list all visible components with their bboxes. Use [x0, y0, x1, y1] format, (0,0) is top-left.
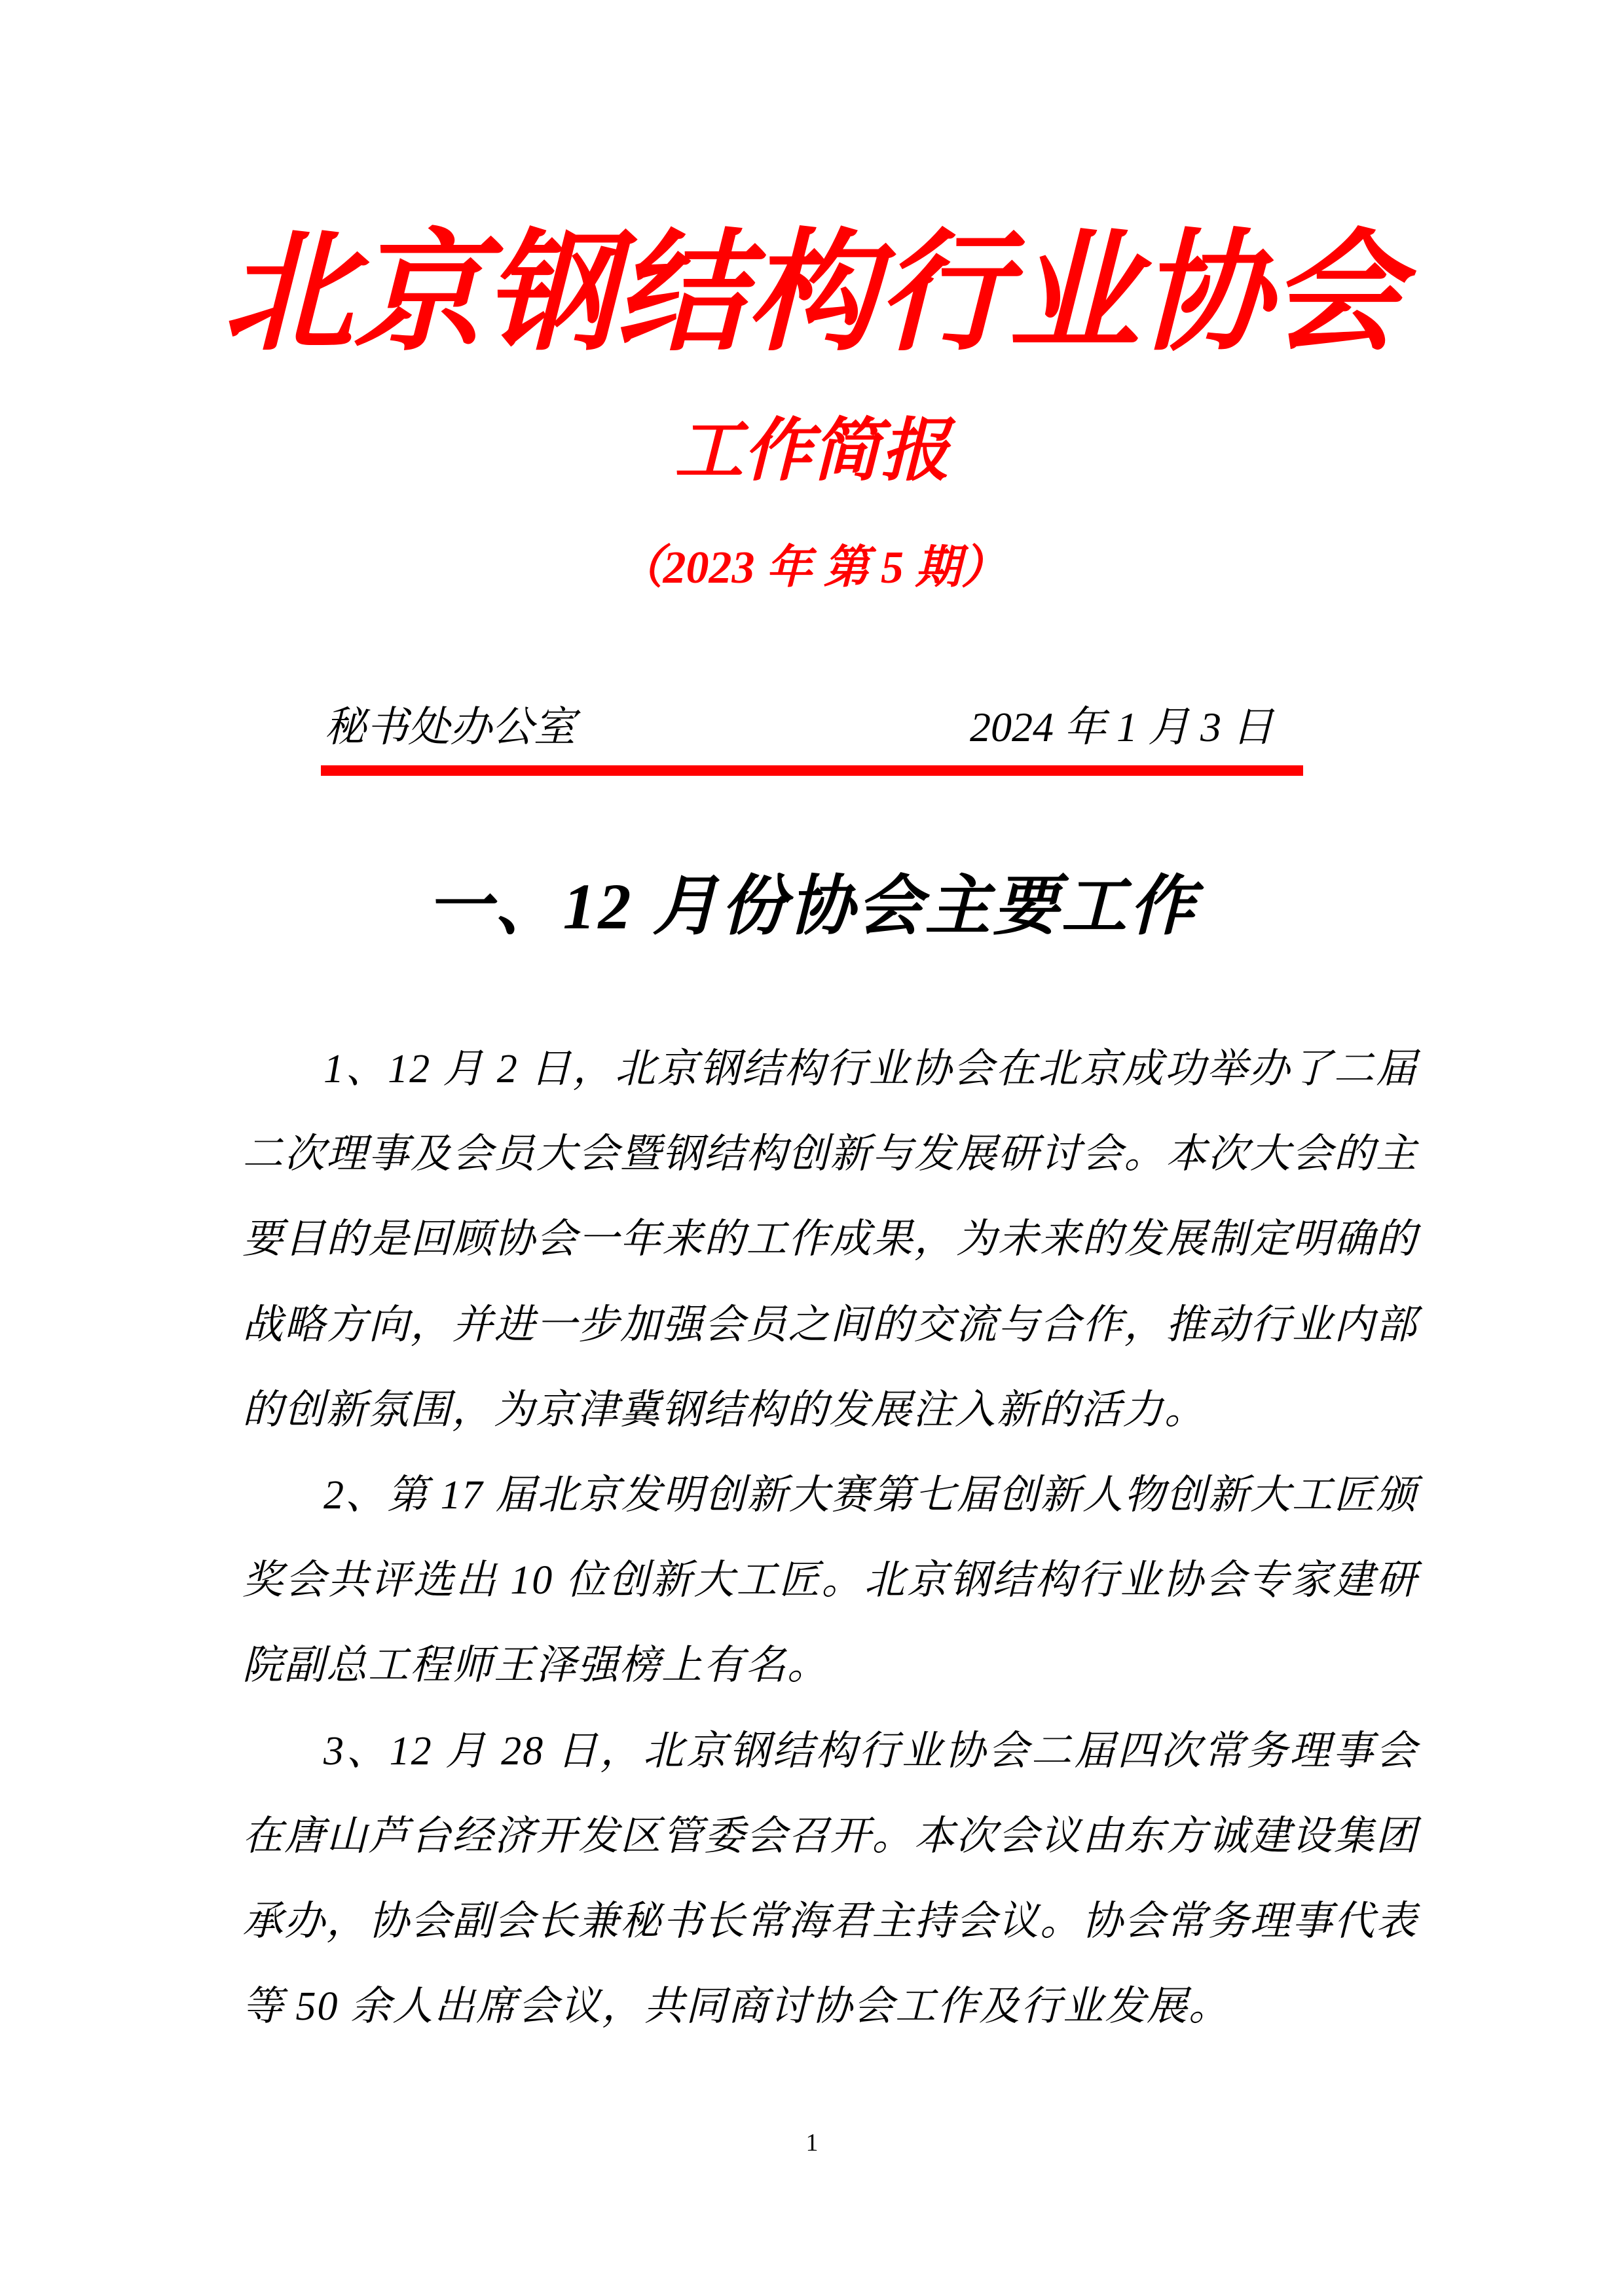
issuing-office: 秘书处办公室 — [324, 704, 576, 750]
document-subtitle: 工作简报 — [674, 412, 950, 489]
paragraph-2: 2、第 17 届北京发明创新大赛第七届创新人物创新大工匠颁奖会共评选出 10 位创新大工匠。北京钢结构行业协会专家建研院副总工程师王泽强榜上有名。 — [242, 1472, 1418, 1688]
masthead-rule — [321, 696, 1303, 776]
document-title: 北京钢结构行业协会 — [222, 222, 1401, 367]
section-heading: 一、12 月份协会主要工作 — [426, 870, 1198, 943]
document-body — [0, 864, 1624, 2049]
paragraph-1: 1、12 月 2 日，北京钢结构行业协会在北京成功举办了二届二次理事及会员大会暨钢结构创新与发展研讨会。本次大会的主要目的是回顾协会一年来的工作成果，为未来的发展制定明确的战略方向，并进一步加强会员之间的交流与合作，推动行业内部的创新氛围，为京津冀钢结构的发展注入新的活力。 — [242, 1047, 1418, 1432]
masthead — [0, 0, 1624, 776]
paragraph-3: 3、12 月 28 日，北京钢结构行业协会二届四次常务理事会在唐山芦台经济开发区管委会召开。本次会议由东方诚建设集团承办，协会副会长兼秘书长常海君主持会议。协会常务理事代表等 50 余人出席会议，共同商讨协会工作及行业发展。 — [242, 1728, 1418, 2030]
page-number: 1 — [805, 2129, 819, 2157]
issue-date: 2024 年 1 月 3 日 — [970, 704, 1274, 750]
paragraph-block — [242, 1027, 1418, 2049]
issue-line: （2023 年 第 5 期） — [617, 543, 1007, 593]
